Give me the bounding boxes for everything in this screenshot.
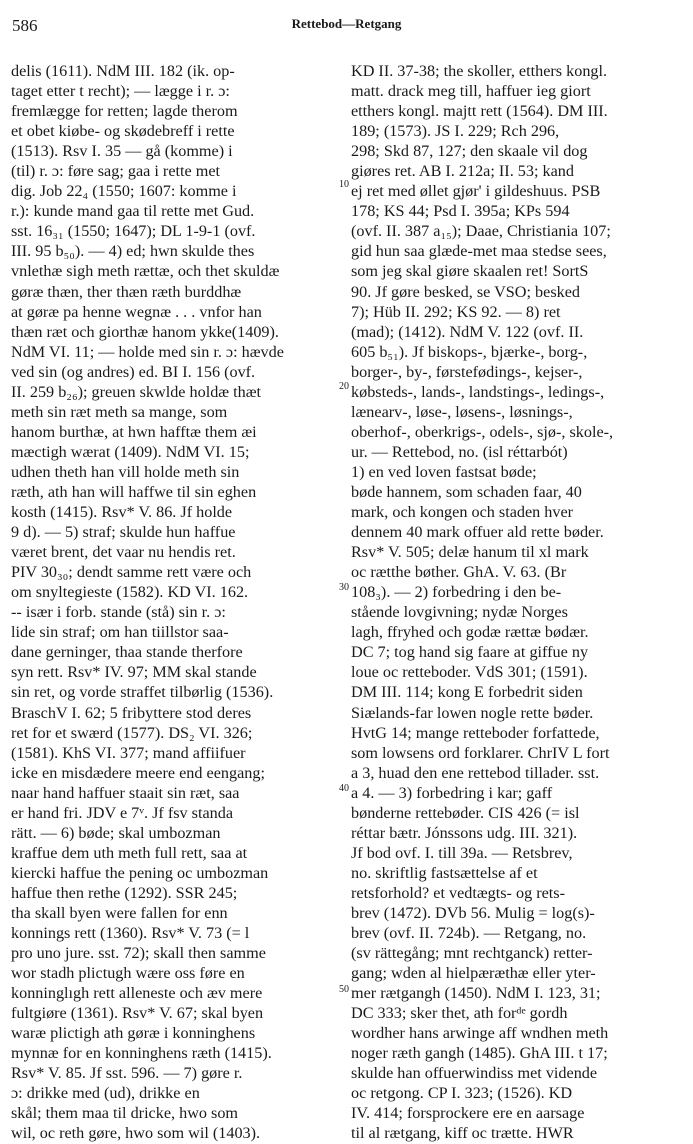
text-line: skulde han offuerwindiss met vidende (351, 1064, 598, 1083)
text-line: delis (1611). NdM III. 182 (ik. op- (11, 62, 235, 80)
text-line: mæctigh wærat (1409). NdM VI. 15; (11, 442, 250, 461)
text-line: syn rett. Rsv* IV. 97; MM skal stande (11, 663, 257, 682)
text-line: ræth, ath han will haffwe til sin eghen (11, 482, 257, 501)
line-number: 10 (333, 179, 355, 191)
text-line: (1513). Rsv I. 35 — gå (komme) i (11, 142, 233, 161)
text-line: wil, oc reth gøre, hwo som wil (1403). (11, 1124, 261, 1143)
text-line: mark, och kongen och staden hver (351, 503, 574, 522)
text-line: wor stadh plictugh wære oss føre en (11, 964, 245, 983)
text-line: ur. — Rettebod, no. (isl réttarbót) (351, 442, 568, 461)
line-number: 30 (333, 582, 355, 594)
text-line: fremlægge for retten; lagde therom (11, 102, 238, 121)
text-line: ved sin (og andres) ed. BI I. 156 (ovf. (11, 362, 256, 381)
text-line: II. 259 b₂₆); greuen skwlde holdæ thæt (11, 382, 262, 401)
text-line: gid hun saa glæde-met maa stedse sees, (351, 242, 607, 261)
text-line: udhen theth han vill holde meth sin (11, 462, 240, 481)
text-line: købsteds-, lands-, landstings-, ledings-, (351, 382, 605, 401)
text-line: HvtG 14; mange retteboder forfattede, (351, 723, 600, 742)
text-line: no. skriftlig fastsættelse af et (351, 863, 538, 882)
text-line: Rsv* V. 85. Jf sst. 596. — 7) gøre r. (11, 1064, 243, 1083)
text-line: 7); Hüb II. 292; KS 92. — 8) ret (351, 302, 561, 321)
line-number: 50 (333, 984, 355, 996)
text-line: NdM VI. 11; — holde med sin r. ɔ: hævde (11, 342, 284, 361)
text-line: IV. 414; forsprockere ere en aarsage (351, 1104, 585, 1123)
text-line: kraffue dem uth meth full rett, saa at (11, 843, 248, 862)
text-line: som jeg skal giøre skaalen ret! SortS (351, 262, 589, 281)
text-line: noger ræth gangh (1485). GhA III. t 17; (351, 1044, 608, 1063)
text-line: pro uno jure. sst. 72); skall then samme (11, 944, 266, 963)
text-line: mynnæ for en konninghens ræth (1415). (11, 1044, 272, 1063)
text-line: som lowsens ord forklarer. ChrIV L fort (351, 743, 610, 762)
text-line: 1) en ved loven fastsat bøde; (351, 462, 537, 481)
text-line: Jf bod ovf. I. till 39a. — Retsbrev, (351, 843, 573, 862)
right-column (351, 61, 682, 1143)
text-line: etthers kongl. majtt rett (1564). DM III. (351, 102, 608, 121)
text-line: réttar bætr. Jónssons udg. III. 321). (351, 823, 578, 842)
page-header (0, 0, 693, 40)
text-line: (til) r. ɔ: føre sag; gaa i rette met (11, 162, 220, 181)
text-line: naar hand haffuer staait sin ræt, saa (11, 783, 240, 802)
text-line: (1581). KhS VI. 377; mand affiifuer (11, 743, 246, 762)
text-line: 298; Skd 87, 127; den skaale vil dog (351, 142, 588, 161)
text-line: hanom burthæ, at hwn hafftæ them æi (11, 422, 257, 441)
text-line: giøres ret. AB I. 212a; II. 53; kand (351, 162, 574, 181)
text-line: rätt. — 6) bøde; skal umbozman (11, 823, 221, 842)
text-line: fultgiøre (1361). Rsv* V. 67; skal byen (11, 1004, 264, 1023)
text-line: tha skall byen were fallen for enn (11, 903, 228, 922)
text-line: BraschV I. 62; 5 fribyttere stod deres (11, 703, 252, 722)
text-line: gøræ thæn, ther thæn ræth burddhæ (11, 282, 242, 301)
text-line: lænearv-, løse-, løsens-, løsnings-, (351, 402, 573, 421)
text-line: thæn ræt och giorthæ hanom ykke(1409). (11, 322, 279, 341)
text-line: retsforhold? et vedtægts- og rets- (351, 883, 565, 902)
text-line: DC 7; tog hand sig faare at giffue ny (351, 643, 589, 662)
text-line: sin ret, og vorde straffet tilbørlig (1536). (11, 683, 274, 702)
text-line: skål; them maa til dricke, hwo som (11, 1104, 239, 1123)
text-line: DC 333; sker thet, ath forᵈᵉ gordh (351, 1004, 568, 1023)
text-line: ɔ: drikke med (ud), drikke en (11, 1084, 200, 1103)
line-number: 20 (333, 381, 355, 393)
left-column (11, 61, 333, 1143)
text-line: mer rætgangh (1450). NdM I. 123, 31; (351, 984, 601, 1003)
text-line: om snyltegieste (1582). KD VI. 162. (11, 583, 249, 602)
text-line: borger-, by-, førstefødings-, kejser-, (351, 362, 583, 381)
text-line: r.): kunde mand gaa til rette met Gud. (11, 202, 255, 221)
text-line: (ovf. II. 387 a₁₅); Daae, Christiania 107; (351, 222, 611, 241)
text-line: taget etter t recht); — lægge i r. ɔ: (11, 82, 230, 101)
line-number: 40 (333, 783, 355, 795)
text-line: dane gerninger, thaa stande therfore (11, 643, 243, 662)
text-line: at gøræ pa henne wegnæ . . . vnfor han (11, 302, 262, 321)
text-line: ej ret med øllet gjør' i gildeshuus. PSB (351, 182, 601, 201)
text-line: -- især i forb. stande (stå) sin r. ɔ: (11, 603, 226, 622)
text-line: 108₃). — 2) forbedring i den be- (351, 583, 562, 602)
text-line: konnings rett (1360). Rsv* V. 73 (= l (11, 924, 250, 943)
text-line: a 4. — 3) forbedring i kar; gaff (351, 783, 553, 802)
text-line: til al rætgang, kiff oc trætte. HWR (351, 1124, 574, 1143)
text-line: vnlethæ sigh meth rættæ, och thet skuldæ (11, 262, 280, 281)
text-line: PIV 30₃₀; dendt samme rett være och (11, 563, 252, 582)
text-line: 178; KS 44; Psd I. 395a; KPs 594 (351, 202, 570, 221)
text-line: 90. Jf gøre besked, se VSO; besked (351, 282, 580, 301)
text-line: lagh, ffryhed och godæ rættæ bødær. (351, 623, 589, 642)
text-line: KD II. 37-38; the skoller, etthers kongl. (351, 62, 608, 80)
text-line: konninglıgh rett alleneste och æv mere (11, 984, 263, 1003)
text-line: a 3, huad den ene rettebod tillader. sst. (351, 763, 600, 782)
running-head: Rettebod—Retgang (291, 16, 402, 31)
text-line: dig. Job 22₄ (1550; 1607: komme i (11, 182, 237, 201)
text-line: et obet kiøbe- og skødebreff i rette (11, 122, 235, 141)
text-line: (mad); (1412). NdM V. 122 (ovf. II. (351, 322, 584, 341)
text-line: været brent, det vaar nu hendis ret. (11, 543, 236, 562)
text-line: Siælands-far lowen nogle rette bøder. (351, 703, 594, 722)
text-line: loue oc retteboder. VdS 301; (1591). (351, 663, 588, 682)
text-line: sst. 16₃₁ (1550; 1647); DL 1-9-1 (ovf. (11, 222, 256, 241)
text-line: kosth (1415). Rsv* V. 86. Jf holde (11, 503, 233, 522)
text-line: 189; (1573). JS I. 229; Rch 296, (351, 122, 560, 141)
text-line: er hand fri. JDV e 7ᵛ. Jf fsv standa (11, 803, 234, 822)
text-line: dennem 40 mark offuer ald rette bøder. (351, 523, 604, 542)
text-line: waræ plictigh ath gøræ i konninghens (11, 1024, 256, 1043)
text-line: brev (1472). DVb 56. Mulig = log(s)- (351, 903, 595, 922)
text-line: DM III. 114; kong E forbedrit siden (351, 683, 583, 702)
text-line: gang; wden al hielpæræthæ eller yter- (351, 964, 596, 983)
text-line: lide sin straf; om han tiillstor saa- (11, 623, 229, 642)
text-line: matt. drack meg till, haffuer ieg giort (351, 82, 591, 101)
text-line: meth sin ræt meth sa mange, som (11, 402, 228, 421)
text-line: brev (ovf. II. 724b). — Retgang, no. (351, 924, 587, 943)
text-line: III. 95 b₅₀). — 4) ed; hwn skulde thes (11, 242, 255, 261)
text-line: oberhof-, oberkrigs-, odels-, sjø-, skole-, (351, 422, 614, 441)
text-line: kiercki haffue the pening oc umbozman (11, 863, 269, 882)
page-number: 586 (12, 16, 38, 35)
text-line: (sv rättegång; mnt rechtganck) retter- (351, 944, 593, 963)
text-line: stående lovgivning; nydæ Norges (351, 603, 568, 622)
text-line: oc retgong. CP I. 323; (1526). KD (351, 1084, 573, 1103)
text-line: 9 d). — 5) straf; skulde hun haffue (11, 523, 236, 542)
text-line: ret for et swærd (1577). DS₂ VI. 326; (11, 723, 253, 742)
text-line: bønderne rettebøder. CIS 426 (= isl (351, 803, 580, 822)
text-line: wordher hans arwinge aff wndhen meth (351, 1024, 609, 1043)
text-line: oc rætthe bøther. GhA. V. 63. (Br (351, 563, 567, 582)
text-line: bøde hannem, som schaden faar, 40 (351, 482, 582, 501)
text-line: Rsv* V. 505; delæ hanum til xl mark (351, 543, 589, 562)
text-line: icke en misdædere meere end eengang; (11, 763, 265, 782)
text-line: 605 b₅₁). Jf biskops-, bjærke-, borg-, (351, 342, 588, 361)
text-line: haffue then rethe (1292). SSR 245; (11, 883, 238, 902)
